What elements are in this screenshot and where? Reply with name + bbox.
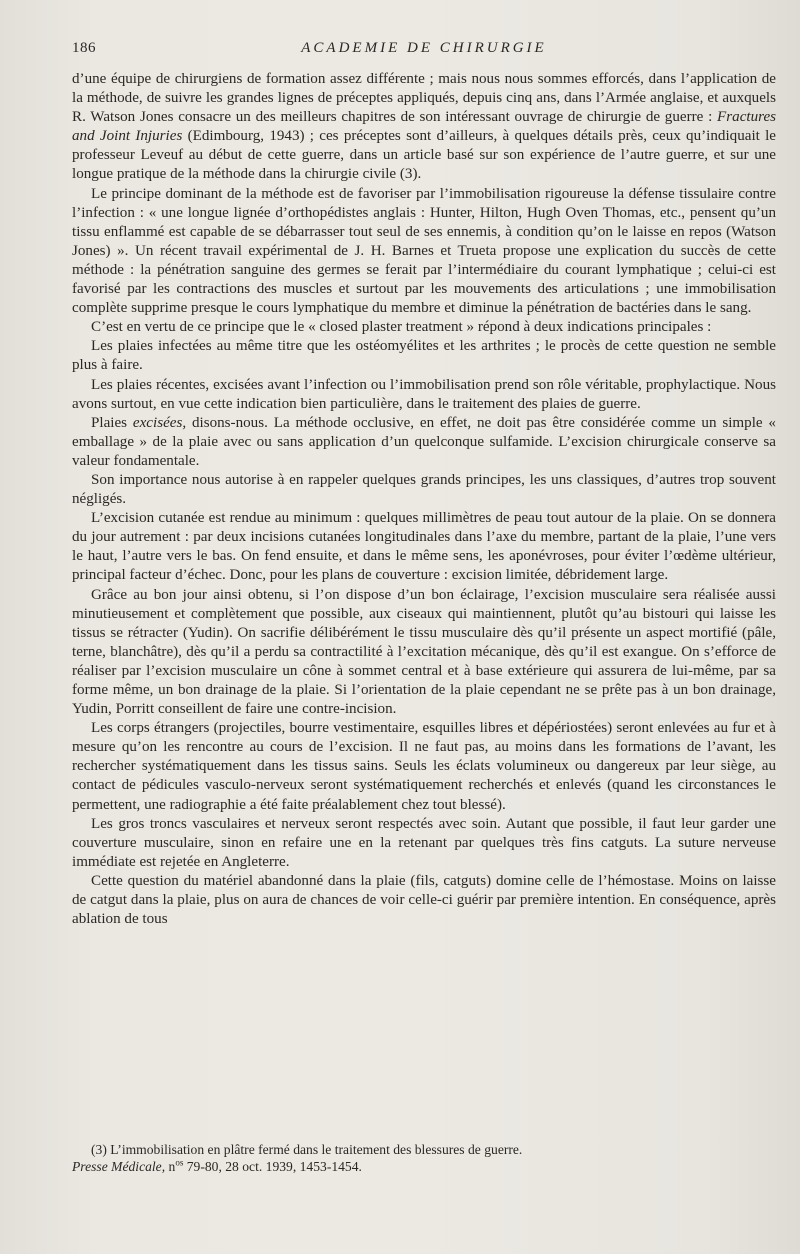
paragraph-text: d’une équipe de chirurgiens de formation assez différente ; mais nous nous sommes efforcés, dans l’application de la méthode, de suivre les grandes lignes de préceptes appliqués, depuis cinq ans, dans l’Armée anglaise, et auxquels R. Watson Jones consacre un des meilleurs chapitres de son intéressant ouvrage de chirurgie de guerre : — [72, 71, 776, 126]
paragraph: Le principe dominant de la méthode est de favoriser par l’immobilisation rigoureuse la défense tissulaire contre l’infection : « une longue lignée d’orthopédistes anglais : Hunter, Hilton, Hugh Oven Thomas, etc., pensent qu’un tissu enflammé est capable de se débarrasser tout seul de ses ennemis, à condition qu’on le laisse en repos (Watson Jones) ». Un récent travail expérimental de J. H. Barnes et Trueta propose une explication du succès de cette méthode : la pénétration sanguine des germes se ferait par l’intermédiaire du courant lymphatique ; celui-ci est favorisé par les contractions des muscles et surtout par les mouvements des articulations ; une immobilisation complète supprime presque le cours lymphatique du membre et diminue la pénétration de bactéries dans le sang. — [72, 185, 776, 317]
issue-details: 79-80, 28 oct. 1939, 1453-1454. — [186, 1159, 362, 1174]
paragraph-text: disons-nous. — [191, 414, 268, 431]
paragraph: Son importance nous autorise à en rappeler quelques grands principes, les uns classiques, d’autres trop souvent négligés. — [72, 471, 776, 508]
page-header — [72, 40, 776, 62]
footnote-text: (3) L’immobilisation en plâtre fermé dans le traitement des blessures de guerre. — [91, 1142, 523, 1157]
paragraph: Les corps étrangers (projectiles, bourre vestimentaire, esquilles libres et dépériostées) seront enlevées au fur et à mesure qu’on les rencontre au cours de l’excision. Il ne faut pas, au moins dans les formations de l’avant, les rechercher systématiquement dans les tissus sains. Seuls les éclats volumineux ou dangereux par leur siège, au contact de pédicules vasculo-nerveux seront systématiquement recherchés et enlevés (quand les circonstances le permettent, une radiographie a été faite préalablement chez tout blessé). — [72, 720, 776, 813]
page-number: 186 — [72, 40, 96, 56]
paragraph: Les gros troncs vasculaires et nerveux seront respectés avec soin. Autant que possible, il faut leur garder une couverture musculaire, sinon en refaire une en la retenant par quelques très fins catguts. La suture nerveuse immédiate est rejetée en Angleterre. — [72, 815, 776, 870]
paragraph: Les plaies récentes, excisées avant l’infection ou l’immobilisation prend son rôle véritable, prophylactique. Nous avons surtout, en vue cette indication bien particulière, dans le traitement des plaies de guerre. — [72, 376, 776, 412]
issue-prefix: n — [168, 1159, 176, 1174]
paragraph-text: La méthode occlusive, en effet, ne doit pas être considérée comme un simple « emballage » de la plaie avec ou sans application d’un quelconque sulfamide. L’excision chirurgicale conserve sa valeur fondamentale. — [72, 414, 776, 469]
paragraph: Cette question du matériel abandonné dans la plaie (fils, catguts) domine celle de l’hémostase. Moins on laisse de catgut dans la plaie, plus on aura de chances de voir celle-ci guérir par première intention. En conséquence, après ablation de tous — [72, 872, 776, 928]
paragraph: C’est en vertu de ce principe que le « closed plaster treatment » répond à deux indications principales : — [91, 319, 712, 336]
book-title: Fractures and Joint Injuries — [72, 109, 777, 145]
journal-title: Presse Médicale, — [72, 1159, 166, 1174]
issue-superscript: os — [175, 1157, 184, 1168]
paragraph: Grâce au bon jour ainsi obtenu, si l’on dispose d’un bon éclairage, l’excision musculaire sera réalisée aussi minutieusement et complètement que possible, aux ciseaux qui maintiennent, plutôt qu’au bistouri qui laisse les tissus se rétracter (Yudin). On sacrifie délibérément le tissu musculaire dès qu’il présente un aspect mortifié (pâle, terne, blanchâtre), dès qu’il a perdu sa contractilité à l’excitation mécanique, dès qu’il est exangue. On s’efforce de réaliser par l’excision musculaire un cône à sommet central et à base extérieure qui assurera de lui-même, par sa forme même, un bon drainage de la plaie. Si l’orientation de la plaie cependant ne se prête pas à un bon drainage, Yudin, Porritt conseillent de faire une contre-incision. — [72, 586, 776, 718]
footnote — [72, 1141, 776, 1175]
paragraph: Les plaies infectées au même titre que les ostéomyélites et les arthrites ; le procès de cette question ne semble plus à faire. — [72, 338, 776, 374]
paragraph: L’excision cutanée est rendue au minimum : quelques millimètres de peau tout autour de la plaie. On se donnera du jour autrement : par deux incisions cutanées longitudinales dans l’axe du membre, partant de la plaie, l’une vers le haut, l’autre vers le bas. On fend ensuite, et dans le même sens, les aponévroses, pour éviter l’œdème ultérieur, principal facteur d’échec. Donc, pour les plans de couverture : excision limitée, débridement large. — [72, 510, 776, 584]
footnote-reference — [72, 1158, 776, 1175]
paragraph — [72, 414, 776, 471]
body-text — [72, 70, 776, 929]
paragraph-text: (Edimbourg, 1943) ; ces préceptes sont d’ailleurs, à quelques détails près, ceux qu’indiquait le professeur Leveuf au début de cette guerre, dans un article basé sur son expérience de l’autre guerre, et sur une longue pratique de la méthode dans la chirurgie civile (3). — [72, 128, 777, 183]
paragraph — [72, 70, 776, 185]
paragraph-text: Plaies — [91, 414, 128, 431]
emphasis: excisées, — [132, 414, 187, 431]
running-title: ACADEMIE DE CHIRURGIE — [301, 40, 547, 56]
